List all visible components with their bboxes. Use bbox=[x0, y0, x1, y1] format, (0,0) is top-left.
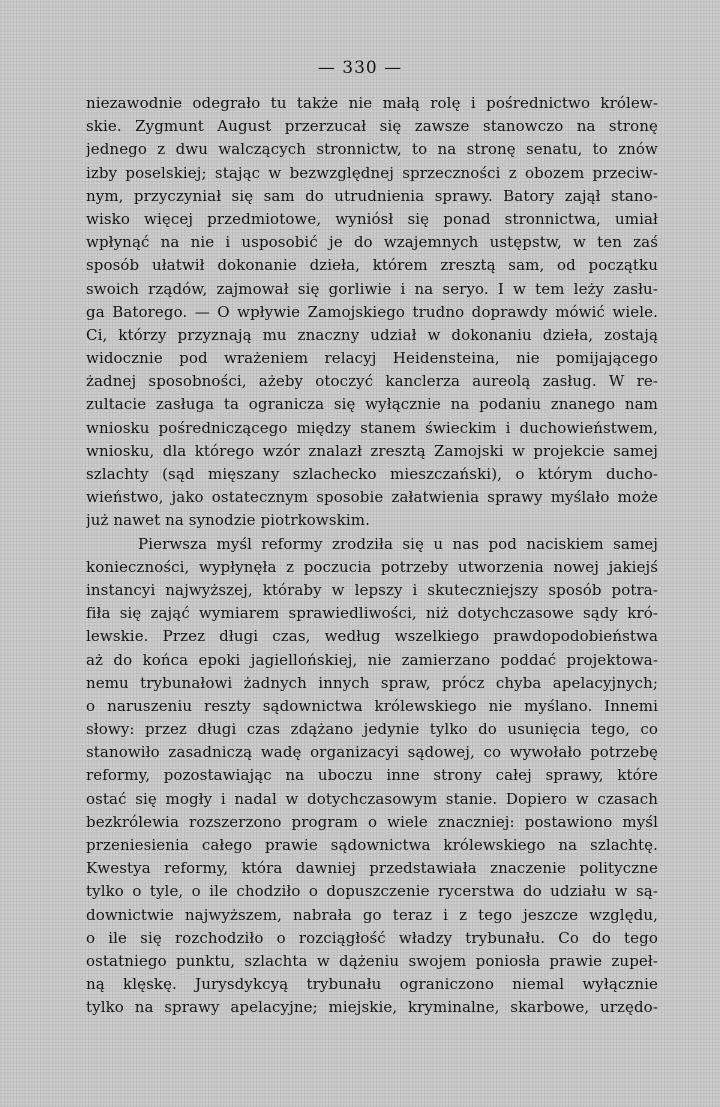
text-line: o ile się rozchodziło o rozciągłość władzy trybunału. Co do tego bbox=[86, 928, 658, 947]
text-line: lewskie. Przez długi czas, według wszelkiego prawdopodobieństwa bbox=[86, 627, 658, 646]
text-line: nym, przyczyniał się sam do utrudnienia sprawy. Batory zajął stano- bbox=[86, 186, 658, 205]
text-line: Kwestya reformy, która dawniej przedstawiała znaczenie polityczne bbox=[86, 859, 658, 878]
text-line: skie. Zygmunt August przerzucał się zawsze stanowczo na stronę bbox=[86, 117, 658, 136]
text-line: stanowiło zasadniczą wadę organizacyi sądowej, co wywołało potrzebę bbox=[86, 743, 658, 762]
text-line: downictwie najwyższem, nabrała go teraz i z tego jeszcze względu, bbox=[86, 905, 658, 924]
text-line: swoich rządów, zajmował się gorliwie i na seryo. I w tem leży zasłu- bbox=[86, 279, 658, 298]
text-line: reformy, pozostawiając na uboczu inne strony całej sprawy, które bbox=[86, 766, 658, 785]
text-line: ostatniego punktu, szlachta w dążeniu swojem poniosła prawie zupeł- bbox=[86, 951, 658, 970]
text-line: wpłynąć na nie i usposobić je do wzajemnych ustępstw, w ten zaś bbox=[86, 233, 658, 252]
text-line: bezkrólewia rozszerzono program o wiele znaczniej: postawiono myśl bbox=[86, 812, 658, 831]
text-line: jednego z dwu walczących stronnictw, to na stronę senatu, to znów bbox=[86, 140, 658, 159]
text-line: tylko na sprawy apelacyjne; miejskie, kryminalne, skarbowe, urzędo- bbox=[86, 998, 658, 1017]
text-line: niezawodnie odegrało tu także nie małą rolę i pośrednictwo królew- bbox=[86, 94, 658, 112]
text-line: wniosku pośredniczącego między stanem świeckim i duchowieństwem, bbox=[86, 418, 658, 437]
text-line: szlachty (sąd mięszany szlachecko mieszczański), o którym ducho- bbox=[86, 465, 658, 483]
text-line: o naruszeniu reszty sądownictwa królewskiego nie myślano. Innemi bbox=[86, 696, 658, 715]
text-line: wniosku, dla którego wzór znalazł zresztą Zamojski w projekcie samej bbox=[86, 441, 658, 460]
text-line: ga Batorego. — O wpływie Zamojskiego trudno doprawdy mówić wiele. bbox=[86, 302, 658, 321]
text-line: izby poselskiej; stając w bezwzględnej sprzeczności z obozem przeciw- bbox=[86, 163, 658, 182]
paragraph-start-line: Pierwsza myśl reformy zrodziła się u nas pod naciskiem samej bbox=[138, 534, 658, 553]
page-number: — 330 — bbox=[317, 58, 403, 78]
text-line: nemu trybunałowi żadnych innych spraw, prócz chyba apelacyjnych; bbox=[86, 673, 658, 692]
text-line: wisko więcej przedmiotowe, wyniósł się ponad stronnictwa, umiał bbox=[86, 209, 658, 228]
text-line: fiła się zająć wymiarem sprawiedliwości, niż dotychczasowe sądy kró- bbox=[86, 604, 658, 623]
paragraph-end-line: już nawet na synodzie piotrkowskim. bbox=[86, 511, 370, 530]
body-text bbox=[86, 92, 658, 1020]
text-line: tylko o tyle, o ile chodziło o dopuszczenie rycerstwa do udziału w są- bbox=[86, 882, 658, 901]
text-line: Ci, którzy przyznają mu znaczny udział w dokonaniu dzieła, zostają bbox=[86, 325, 658, 344]
text-line: instancyi najwyższej, któraby w lepszy i skuteczniejszy sposób potra- bbox=[86, 580, 658, 599]
text-line: wieństwo, jako ostatecznym sposobie załatwienia sprawy myślało może bbox=[86, 488, 658, 507]
text-line: zultacie zasługa ta ogranicza się wyłącznie na podaniu znanego nam bbox=[86, 395, 658, 414]
text-line: sposób ułatwił dokonanie dzieła, którem zresztą sam, od początku bbox=[86, 256, 658, 275]
text-line: żadnej sposobności, ażeby otoczyć kanclerza aureolą zasług. W re- bbox=[86, 372, 658, 391]
text-line: przeniesienia całego prawie sądownictwa królewskiego na szlachtę. bbox=[86, 836, 658, 854]
text-line: konieczności, wypłynęła z poczucia potrzeby utworzenia nowej jakiejś bbox=[86, 557, 658, 576]
text-line: aż do końca epoki jagiellońskiej, nie zamierzano poddać projektowa- bbox=[86, 650, 658, 669]
text-line: ostać się mogły i nadal w dotychczasowym stanie. Dopiero w czasach bbox=[86, 789, 658, 808]
text-line: słowy: przez długi czas zdążano jedynie tylko do usunięcia tego, co bbox=[86, 720, 658, 739]
text-line: ną klęskę. Jurysdykcyą trybunału ograniczono niemal wyłącznie bbox=[86, 975, 658, 994]
text-line: widocznie pod wrażeniem relacyj Heidensteina, nie pomijającego bbox=[86, 349, 658, 368]
